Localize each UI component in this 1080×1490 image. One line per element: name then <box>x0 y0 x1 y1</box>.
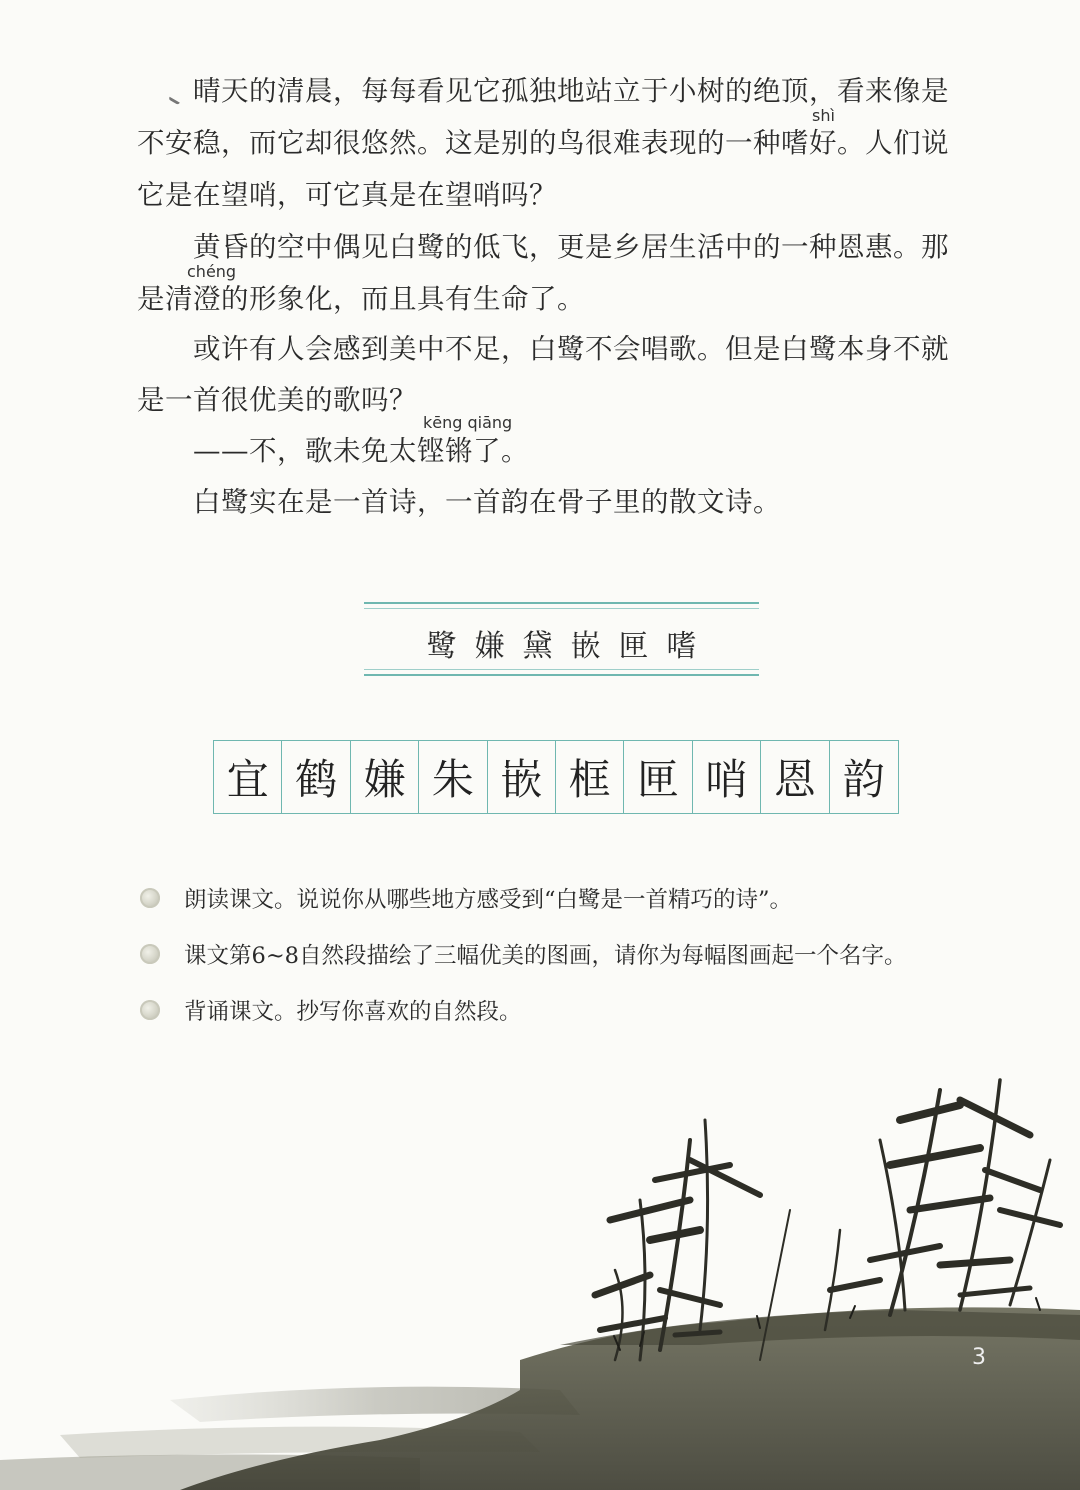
page-number: 3 <box>972 1345 986 1370</box>
exercise-3 <box>140 990 522 1030</box>
exercise-1 <box>140 878 792 918</box>
write-char-cell: 恩 <box>761 741 829 813</box>
text-line-2: 不安稳，而它却很悠然。这是别的鸟很难表现的一种嗜好。人们说 <box>137 127 949 159</box>
exercise-bullet-icon <box>140 944 160 964</box>
text-line-9: 白鹭实在是一首诗，一首韵在骨子里的散文诗。 <box>193 486 781 518</box>
write-char-cell: 哨 <box>693 741 761 813</box>
text-line-8: ——不，歌未免太铿锵了。 <box>193 435 529 467</box>
text-line-3: 它是在望哨，可它真是在望哨吗？ <box>137 179 557 211</box>
recognize-characters: 鹭嫌黛嵌匣嗜 <box>426 629 715 664</box>
reading-start-mark <box>168 90 184 106</box>
exercise-2 <box>140 934 906 974</box>
recognize-characters-box <box>364 602 759 676</box>
exercise-bullet-icon <box>140 888 160 908</box>
write-characters-grid <box>213 740 899 814</box>
pinyin-cheng: chéng <box>187 262 237 281</box>
exercise-3-text: 背诵课文。抄写你喜欢的自然段。 <box>184 999 522 1025</box>
text-line-7: 是一首很优美的歌吗？ <box>137 384 417 416</box>
exercise-2-text: 课文第6~8自然段描绘了三幅优美的图画，请你为每幅图画起一个名字。 <box>184 943 907 969</box>
write-char-cell: 韵 <box>842 755 885 804</box>
text-line-1: 晴天的清晨，每每看见它孤独地站立于小树的绝顶，看来像是 <box>193 75 949 107</box>
text-line-4: 黄昏的空中偶见白鹭的低飞，更是乡居生活中的一种恩惠。那 <box>193 231 949 263</box>
write-char-cell: 匣 <box>624 741 692 813</box>
write-char-cell: 框 <box>556 741 624 813</box>
exercise-bullet-icon <box>140 1000 160 1020</box>
write-char-cell: 宜 <box>214 741 282 813</box>
ink-wash-reeds-illustration <box>0 1060 1080 1490</box>
write-char-cell: 嵌 <box>488 741 556 813</box>
pinyin-shi: shì <box>812 106 835 125</box>
exercise-1-text: 朗读课文。说说你从哪些地方感受到“白鹭是一首精巧的诗”。 <box>184 887 793 913</box>
write-char-cell: 朱 <box>419 741 487 813</box>
text-line-5: 是清澄的形象化，而且具有生命了。 <box>137 283 585 315</box>
write-char-cell: 嫌 <box>351 741 419 813</box>
pinyin-kengqiang: kēng qiāng <box>423 413 513 432</box>
text-line-6: 或许有人会感到美中不足，白鹭不会唱歌。但是白鹭本身不就 <box>193 333 949 365</box>
write-char-cell: 鹤 <box>282 741 350 813</box>
